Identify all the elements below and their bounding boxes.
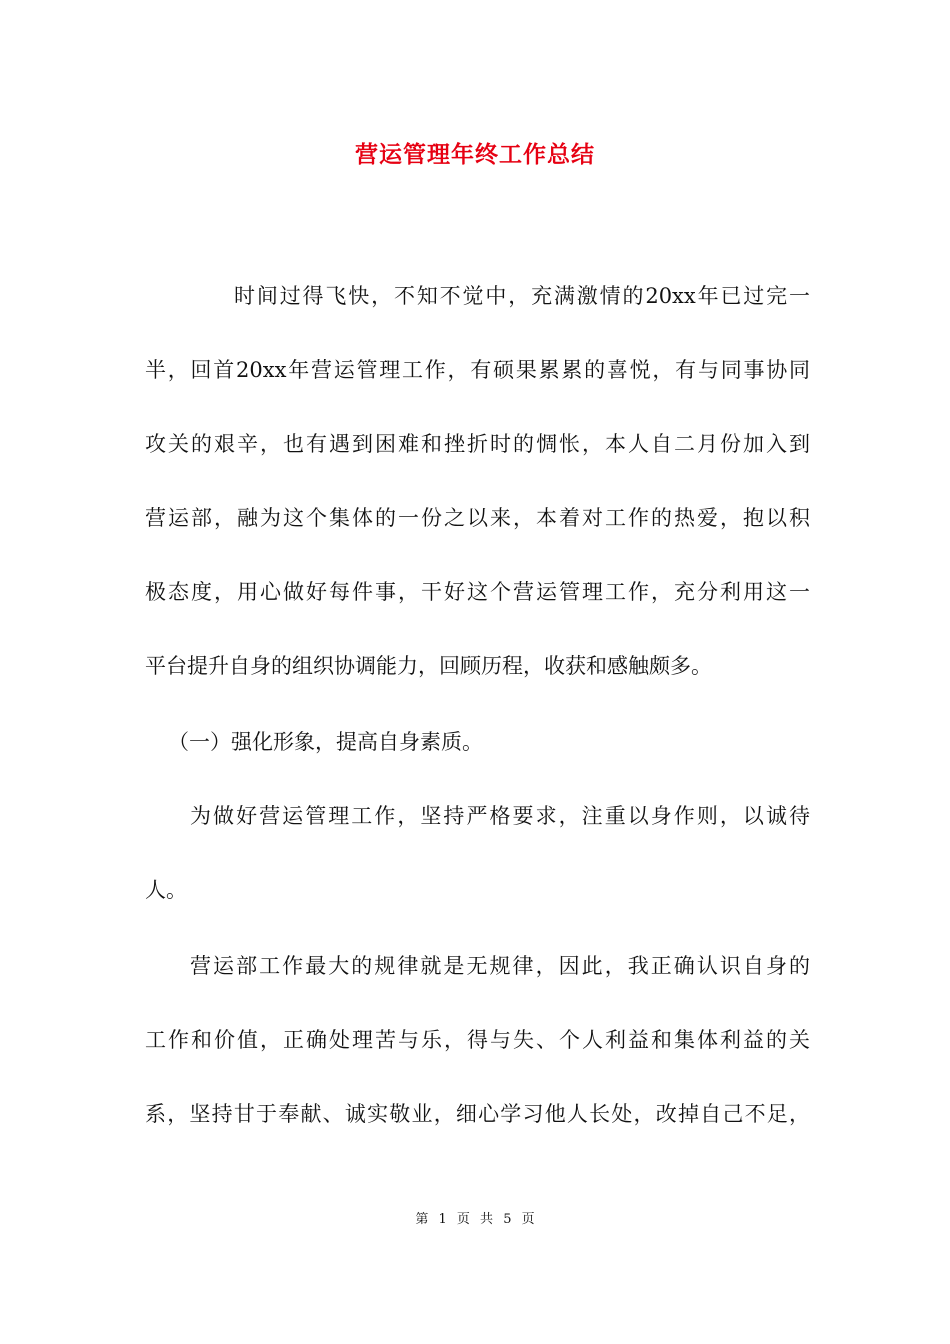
paragraph-line: 人。	[145, 878, 187, 902]
paragraph-line: 为做好营运管理工作，坚持严格要求，注重以身作则，以诚待	[190, 804, 810, 828]
paragraph-line: 营运部，融为这个集体的一份之以来，本着对工作的热爱，抱以积	[145, 506, 810, 530]
document-title: 营运管理年终工作总结	[355, 142, 595, 168]
paragraph-line: 半，回首20xx年营运管理工作，有硕果累累的喜悦，有与同事协同	[145, 358, 810, 382]
paragraph-line: 系，坚持甘于奉献、诚实敬业，细心学习他人长处，改掉自己不足，	[145, 1102, 810, 1126]
page-number-text: 第 1 页 共 5 页	[415, 1212, 535, 1227]
paragraph-line: 攻关的艰辛，也有遇到困难和挫折时的惆怅，本人自二月份加入到	[145, 432, 810, 456]
paragraph-line: 平台提升自身的组织协调能力，回顾历程，收获和感触颇多。	[145, 654, 712, 678]
page-number-footer	[0, 1208, 950, 1227]
paragraph-line: 工作和价值，正确处理苦与乐，得与失、个人利益和集体利益的关	[145, 1028, 810, 1052]
section-heading: （一）强化形象，提高自身素质。	[168, 730, 483, 754]
paragraph-line: 时间过得飞快，不知不觉中，充满激情的20xx年已过完一	[234, 284, 810, 308]
paragraph-line: 营运部工作最大的规律就是无规律，因此，我正确认识自身的	[190, 954, 810, 978]
paragraph-line: 极态度，用心做好每件事，干好这个营运管理工作，充分利用这一	[145, 580, 810, 604]
